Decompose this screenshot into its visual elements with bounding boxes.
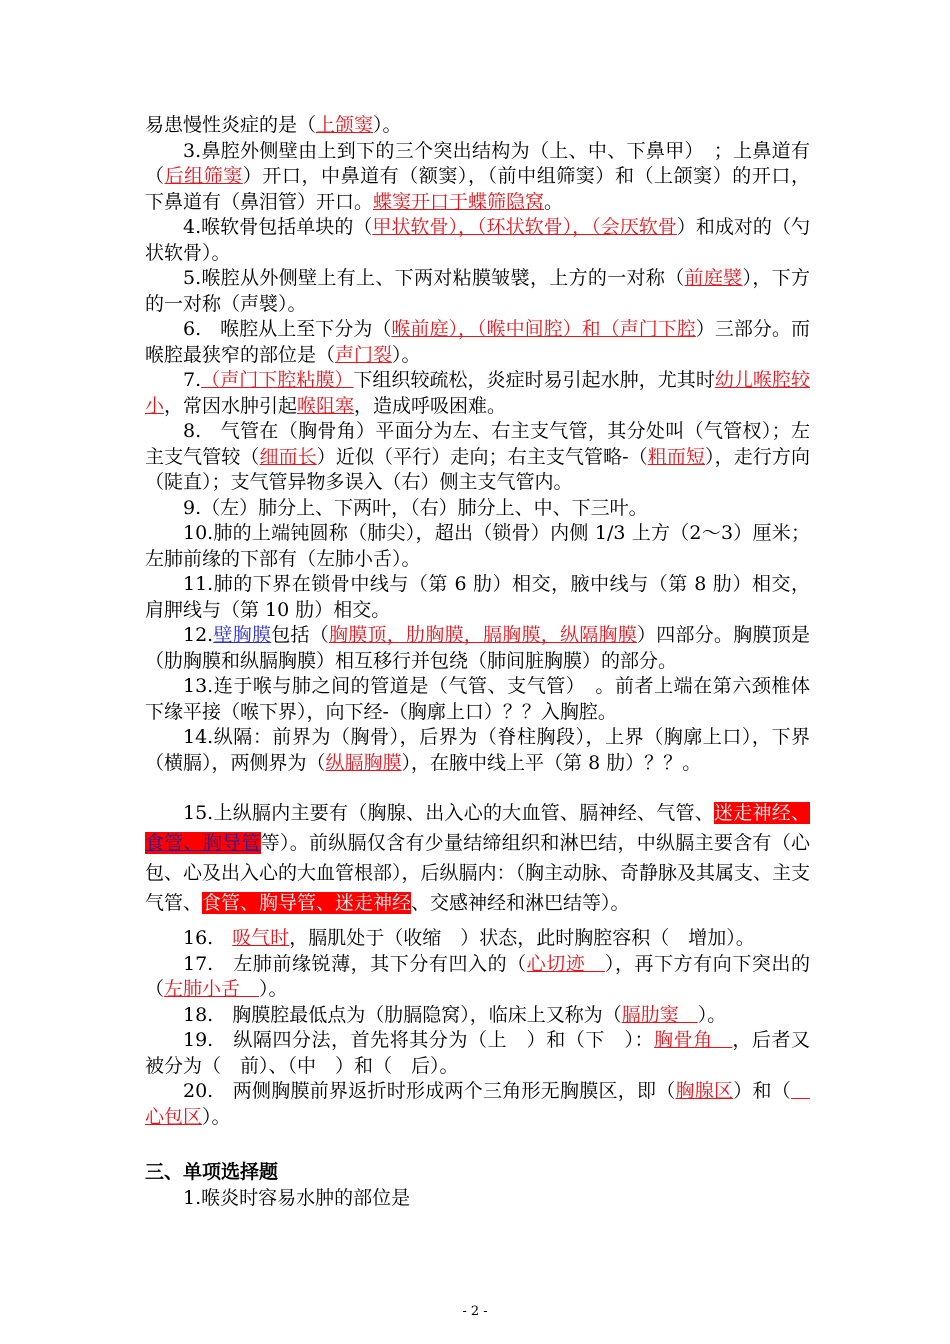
paragraph-5: 5.喉腔从外侧壁上有上、下两对粘膜皱襞，上方的一对称（前庭襞），下方的一对称（声襞）。 — [145, 267, 810, 315]
document-body — [145, 113, 810, 1211]
question-1: 1.喉炎时容易水肿的部位是 — [183, 1186, 411, 1209]
paragraph-12: 12.壁胸膜包括（胸膜顶，肋胸膜，膈胸膜，纵隔胸膜）四部分。胸膜顶是（肋胸膜和纵膈胸膜）相互移行并包绕（肺间脏胸膜）的部分。 — [145, 624, 810, 672]
paragraph-6: 6. 喉腔从上至下分为（喉前庭），（喉中间腔）和（声门下腔）三部分。而喉腔最狭窄的部位是（声门裂）。 — [145, 318, 810, 366]
paragraph-11: 11.肺的下界在锁骨中线与（第 6 肋）相交，腋中线与（第 8 肋）相交，肩胛线与（第 10 肋）相交。 — [145, 573, 810, 621]
paragraph-17: 17. 左肺前缘锐薄，其下分有凹入的（心切迹 ），再下方有向下突出的（左肺小舌 ）。 — [145, 952, 810, 1000]
paragraph-19: 19. 纵隔四分法，首先将其分为（上 ）和（下 ）：胸骨角 ，后者又被分为（ 前）、（中 ）和（ 后）。 — [145, 1029, 810, 1077]
highlight-red: 食管、胸导管 — [145, 832, 261, 854]
paragraph-9: 9.（左）肺分上、下两叶，（右）肺分上、中、下三叶。 — [183, 496, 648, 519]
paragraph-3: 3.鼻腔外侧壁由上到下的三个突出结构为（上、中、下鼻甲） ；上鼻道有（后组筛窦）开口，中鼻道有（额窦），（前中组筛窦）和（上颌窦）的开口，下鼻道有（鼻泪管）开口。蝶窦开口于蝶筛隐窝。 — [145, 139, 810, 213]
paragraph-18: 18. 胸膜腔最低点为（肋膈隐窝），临床上又称为（膈肋窦 ）。 — [183, 1003, 727, 1026]
blank-line — [145, 1130, 810, 1160]
paragraph-14: 14.纵隔：前界为（胸骨），后界为（脊柱胸段），上界（胸廓上口），下界（横膈），两侧界为（纵膈胸膜），在腋中线上平（第 8 肋）？？。 — [145, 726, 810, 774]
paragraph-13: 13.连于喉与肺之间的管道是（气管、支气管） 。前者上端在第六颈椎体下缘平接（喉下界），向下经-（胸廓上口）？？入胸腔。 — [145, 675, 810, 723]
paragraph-15: 15.上纵膈内主要有（胸腺、出入心的大血管、膈神经、气管、迷走神经、食管、胸导管等）。前纵膈仅含有少量结缔组织和淋巴结，中纵膈主要含有（心包、心及出入心的大血管根部），后纵膈内：（胸主动脉、奇静脉及其属支、主支气管、食管、胸导管、迷走神经、交感神经和淋巴结等）。 — [145, 802, 811, 914]
paragraph-8: 8. 气管在（胸骨角）平面分为左、右主支气管，其分处叫（气管杈）；左主支气管较（细而长）近似（平行）走向；右主支气管略-（粗而短），走行方向（陡直）；支气管异物多误入（右）侧主支气管内。 — [145, 420, 810, 493]
highlight-red: 食管、胸导管、迷走神经 — [202, 892, 412, 914]
blank-line — [145, 776, 810, 798]
paragraph-2-tail: 易患慢性炎症的是（上颌窦）。 — [145, 114, 402, 136]
paragraph-4: 4.喉软骨包括单块的（甲状软骨），（环状软骨），（会厌软骨）和成对的（勺状软骨）。 — [145, 216, 810, 264]
highlight-red: 迷走神经、 — [713, 802, 810, 824]
paragraph-10: 10.肺的上端钝圆称（肺尖），超出（锁骨）内侧 1/3 上方（2～3）厘米；左肺前缘的下部有（左肺小舌）。 — [145, 522, 810, 570]
spacer — [145, 918, 810, 926]
section-heading: 三、单项选择题 — [145, 1161, 279, 1183]
page-number: - 2 - — [462, 1304, 488, 1319]
paragraph-20: 20. 两侧胸膜前界返折时形成两个三角形无胸膜区，即（胸腺区）和（ 心包区）。 — [145, 1080, 810, 1128]
paragraph-16: 16. 吸气时，膈肌处于（收缩 ）状态，此时胸腔容积（ 增加）。 — [183, 927, 755, 949]
paragraph-7: 7.（声门下腔粘膜）下组织较疏松，炎症时易引起水肿，尤其时幼儿喉腔较小，常因水肿引起喉阻塞，造成呼吸困难。 — [145, 369, 810, 417]
